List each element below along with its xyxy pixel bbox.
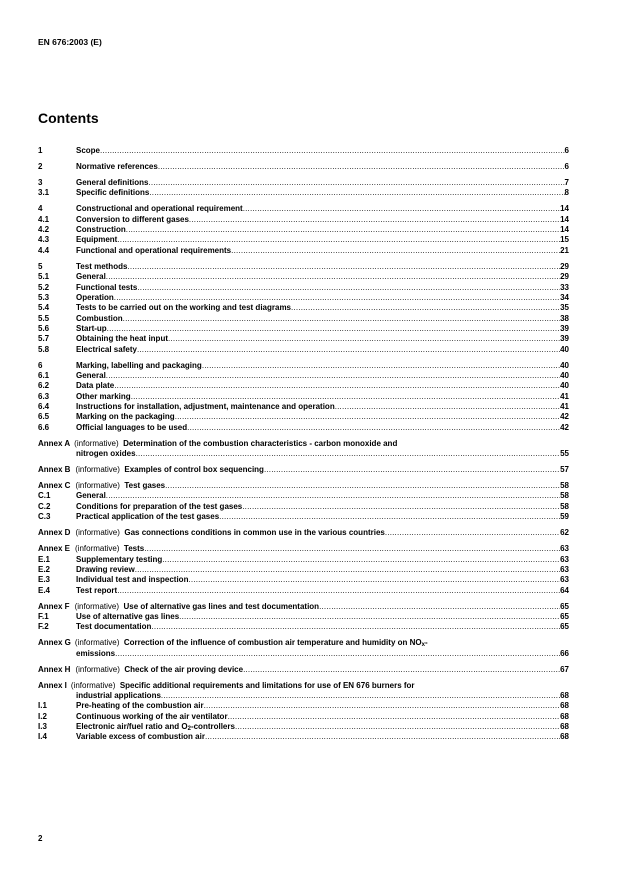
toc-entry-title-part: Electronic air/fuel ratio and O: [76, 722, 188, 732]
toc-entry-title: Combustion: [76, 313, 123, 323]
toc-page-number: 40: [560, 381, 569, 391]
toc-entry-number: 6.3: [38, 391, 50, 401]
leader-dots: [106, 371, 560, 381]
leader-dots: [228, 712, 561, 722]
toc-entry[interactable]: [38, 732, 569, 742]
annex-informative: (informative): [74, 638, 120, 648]
toc-entry-title: Marking on the packaging: [76, 412, 175, 422]
toc-entry[interactable]: [38, 491, 569, 501]
toc-entry-number: 6: [38, 360, 43, 370]
toc-entry-number: 5.1: [38, 272, 50, 282]
toc-entry[interactable]: [38, 293, 569, 303]
toc-entry-number: I.2: [38, 711, 47, 721]
toc-page-number: 15: [560, 235, 569, 245]
toc-entry[interactable]: [38, 722, 569, 732]
annex-title-line1: Determination of the combustion characteristics - carbon monoxide and: [123, 438, 398, 448]
page-title: Contents: [38, 110, 99, 126]
toc-page-number: 7: [564, 178, 569, 188]
toc-entry-body: [76, 178, 569, 188]
toc-entry-number: 2: [38, 162, 43, 172]
toc-entry-title: General: [76, 491, 106, 501]
toc-entry-title: [76, 722, 235, 732]
toc-entry-title: Specific definitions: [76, 188, 150, 198]
toc-annex-e[interactable]: [38, 544, 569, 554]
toc-entry-title: Check of the air proving device: [124, 664, 244, 674]
toc-page-number: 35: [560, 303, 569, 313]
leader-dots: [137, 283, 560, 293]
subscript-x: x: [421, 642, 425, 649]
annex-key: Annex F: [38, 601, 70, 611]
toc-entry-title: Use of alternative gas lines: [76, 611, 180, 621]
toc-annex-g[interactable]: [38, 638, 569, 659]
annex-key: Annex E: [38, 544, 71, 554]
toc-page-number: 65: [560, 611, 569, 621]
toc-page-number: 65: [560, 601, 569, 611]
toc-entry[interactable]: [38, 622, 569, 632]
toc-entry-body: [76, 225, 569, 235]
toc-entry-title: Obtaining the heat input: [76, 334, 168, 344]
toc-entry-title: Tests to be carried out on the working and test diagrams: [76, 303, 291, 313]
toc-entry-title-part: -controllers: [190, 722, 235, 732]
leader-dots: [151, 622, 560, 632]
leader-dots: [123, 314, 560, 324]
toc-page-number: 29: [560, 272, 569, 282]
toc-entry[interactable]: [38, 334, 569, 344]
toc-entry-body: [76, 188, 569, 198]
toc-entry-number: 5.4: [38, 303, 50, 313]
toc-entry[interactable]: [38, 512, 569, 522]
toc-entry-number: I.1: [38, 701, 47, 711]
toc-page-number: 63: [560, 575, 569, 585]
toc-entry-title: Constructional and operational requirement: [76, 204, 243, 214]
toc-entry-title: Operation: [76, 292, 114, 302]
leader-dots: [161, 691, 560, 701]
toc-entry-number: 4.4: [38, 245, 50, 255]
toc-page-number: 66: [560, 648, 569, 658]
toc-entry[interactable]: [38, 188, 569, 198]
toc-page-number: 55: [560, 449, 569, 459]
toc-page-number: 6: [564, 162, 569, 172]
toc-annex-f[interactable]: [38, 602, 569, 612]
leader-dots: [135, 565, 560, 575]
toc-entry[interactable]: [38, 345, 569, 355]
toc-entry-title: Electrical safety: [76, 344, 137, 354]
toc-entry-body: [76, 146, 569, 156]
leader-dots: [136, 449, 561, 459]
toc-page-number: 58: [560, 491, 569, 501]
toc-entry-title: Test documentation: [76, 622, 152, 632]
leader-dots: [243, 204, 560, 214]
leader-dots: [115, 649, 560, 659]
leader-dots: [205, 732, 560, 742]
toc-entry-number: I.4: [38, 732, 47, 742]
toc-entry-title: Test gases: [124, 481, 166, 491]
toc-entry[interactable]: [38, 712, 569, 722]
toc-entry-number: F.1: [38, 611, 49, 621]
toc-page-number: 59: [560, 512, 569, 522]
toc-entry[interactable]: [38, 272, 569, 282]
toc-annex-d[interactable]: [38, 528, 569, 538]
toc-page-number: 63: [560, 564, 569, 574]
toc-entry-body: [76, 701, 569, 711]
leader-dots: [179, 612, 560, 622]
toc-entry[interactable]: [38, 262, 569, 272]
toc-entry-body: [76, 586, 569, 596]
annex-informative: (informative): [75, 544, 120, 554]
toc-entry-number: 4.3: [38, 235, 50, 245]
leader-dots: [162, 555, 560, 565]
toc-page-number: 65: [560, 622, 569, 632]
annex-title-line2: nitrogen oxides: [76, 449, 136, 459]
annex-key: Annex I: [38, 680, 67, 690]
annex-title-line2: emissions: [76, 648, 116, 658]
leader-dots: [126, 225, 560, 235]
toc-page-number: 41: [560, 391, 569, 401]
toc-entry-body: [76, 402, 569, 412]
leader-dots: [100, 146, 565, 156]
leader-dots: [187, 423, 560, 433]
toc-entry-number: I.3: [38, 722, 47, 732]
toc-entry-body: [76, 314, 569, 324]
toc-entry[interactable]: [38, 392, 569, 402]
annex-key: Annex D: [38, 528, 71, 538]
toc-entry-number: 5.7: [38, 334, 50, 344]
toc-entry-number: 6.2: [38, 381, 50, 391]
toc-entry-body: [76, 324, 569, 334]
toc-entry-title: General: [76, 370, 106, 380]
toc-entry[interactable]: [38, 423, 569, 433]
toc-entry-title: Supplementary testing: [76, 554, 163, 564]
toc-entry-number: 4.2: [38, 225, 50, 235]
toc-page-number: 40: [560, 344, 569, 354]
toc-page-number: 14: [560, 214, 569, 224]
toc-annex-c[interactable]: [38, 481, 569, 491]
leader-dots: [291, 303, 560, 313]
toc-entry[interactable]: [38, 178, 569, 188]
toc-entry-body: [76, 371, 569, 381]
toc-entry-title: Tests: [123, 544, 145, 554]
toc-entry-body: [76, 622, 569, 632]
toc-entry-title: Variable excess of combustion air: [76, 732, 205, 742]
toc-page-number: 29: [560, 261, 569, 271]
leader-dots: [219, 512, 560, 522]
toc-entry-number: C.2: [38, 501, 51, 511]
toc-entry-number: 1: [38, 146, 43, 155]
toc-entry[interactable]: [38, 225, 569, 235]
toc-entry-body: [76, 303, 569, 313]
leader-dots: [114, 293, 560, 303]
toc-entry[interactable]: [38, 283, 569, 293]
toc-annex-e-items: [38, 555, 569, 596]
leader-dots: [319, 602, 560, 612]
annex-key: Annex B: [38, 465, 71, 475]
toc-entry-body: [76, 612, 569, 622]
toc-page-number: 34: [560, 292, 569, 302]
subscript: 2: [187, 726, 191, 733]
toc-annex-i-items: [38, 701, 569, 742]
toc-annex-c-items: [38, 491, 569, 522]
toc-entry-body: [76, 412, 569, 422]
toc-page-number: 40: [560, 360, 569, 370]
toc-page-number: 39: [560, 334, 569, 344]
toc-entry-title: Official languages to be used: [76, 422, 188, 432]
toc-entry[interactable]: [38, 246, 569, 256]
toc-entry[interactable]: [38, 612, 569, 622]
toc-page-number: 68: [560, 722, 569, 732]
toc-entry-body: [76, 262, 569, 272]
annex-informative: (informative): [74, 438, 119, 448]
toc-entry-title: Use of alternative gas lines and test documentation: [123, 601, 320, 611]
toc-entry-body: [76, 162, 569, 172]
toc-entry[interactable]: [38, 402, 569, 412]
toc-annex-f-items: [38, 612, 569, 633]
toc-entry-title: Data plate: [76, 381, 115, 391]
annex-informative: (informative): [75, 465, 120, 475]
toc-entry-title: Start-up: [76, 323, 107, 333]
toc-entry-number: C.3: [38, 512, 51, 522]
toc-entry[interactable]: [38, 371, 569, 381]
annex-title-line1-suffix: -: [424, 638, 428, 648]
toc-entry-body: [76, 392, 569, 402]
leader-dots: [148, 178, 564, 188]
toc-page-number: 57: [560, 465, 569, 475]
toc-entry-number: 5.5: [38, 313, 50, 323]
toc-entry-number: 6.6: [38, 422, 50, 432]
table-of-contents: [38, 146, 569, 743]
toc-entry-body: [76, 555, 569, 565]
toc-entry-number: 5.3: [38, 292, 50, 302]
toc-entry-number: E.1: [38, 554, 51, 564]
toc-entry-number: 4.1: [38, 214, 50, 224]
leader-dots: [175, 412, 560, 422]
toc-entry[interactable]: [38, 215, 569, 225]
toc-page-number: 58: [560, 501, 569, 511]
toc-entry[interactable]: [38, 204, 569, 214]
toc-entry-body: [76, 361, 569, 371]
annex-title-line1: Specific additional requirements and limitations for use of EN 676 burners for: [119, 680, 415, 690]
annex-informative: (informative): [75, 664, 120, 674]
toc-entry-title: Pre-heating of the combustion air: [76, 701, 204, 711]
leader-dots: [114, 381, 560, 391]
toc-page-number: 68: [560, 701, 569, 711]
toc-annex-a[interactable]: [38, 439, 569, 460]
leader-dots: [231, 246, 560, 256]
toc-page-number: 42: [560, 412, 569, 422]
toc-entry-number: 6.4: [38, 402, 50, 411]
leader-dots: [158, 162, 565, 172]
toc-entry-body: [76, 512, 569, 522]
toc-entry-body: [76, 722, 569, 732]
toc-page-number: 63: [560, 554, 569, 564]
toc-entry-title: Test methods: [76, 261, 128, 271]
document-header: EN 676:2003 (E): [38, 37, 102, 47]
toc-page-number: 58: [560, 481, 569, 491]
toc-entry[interactable]: [38, 162, 569, 172]
toc-page-number: 41: [560, 402, 569, 411]
leader-dots: [242, 502, 560, 512]
toc-entry-number: 3: [38, 178, 43, 188]
leader-dots: [243, 665, 560, 675]
toc-entry-body: [76, 502, 569, 512]
toc-entry-title: Functional and operational requirements: [76, 245, 232, 255]
annex-title-line2: industrial applications: [76, 691, 161, 701]
toc-page-number: 39: [560, 323, 569, 333]
toc-entry-number: E.2: [38, 564, 51, 574]
toc-page-number: 8: [564, 188, 569, 198]
toc-entry-number: F.2: [38, 622, 49, 632]
toc-entry-body: [76, 272, 569, 282]
annex-key: Annex C: [38, 481, 71, 491]
toc-annex-b[interactable]: [38, 465, 569, 475]
toc-annex-h[interactable]: [38, 665, 569, 675]
toc-entry-number: 5.2: [38, 282, 50, 292]
toc-entry-body: [76, 334, 569, 344]
toc-page-number: 38: [560, 313, 569, 323]
toc-entry-title: Conditions for preparation of the test gases: [76, 501, 243, 511]
toc-page-number: 68: [560, 732, 569, 742]
leader-dots: [385, 528, 560, 538]
toc-entry-title: Examples of control box sequencing: [124, 465, 264, 475]
leader-dots: [202, 361, 560, 371]
annex-key: Annex H: [38, 664, 71, 674]
toc-entry-body: [76, 204, 569, 214]
toc-entry[interactable]: [38, 412, 569, 422]
toc-entry-title: Scope: [76, 146, 101, 155]
toc-entry-title: Individual test and inspection: [76, 575, 189, 585]
toc-entry-number: 5: [38, 261, 43, 271]
toc-page-number: 68: [560, 711, 569, 721]
toc-annex-i[interactable]: [38, 681, 569, 702]
toc-entry-number: 6.5: [38, 412, 50, 422]
toc-entry-title: Normative references: [76, 162, 158, 172]
toc-entry[interactable]: [38, 701, 569, 711]
toc-entry-body: [76, 381, 569, 391]
toc-entry[interactable]: [38, 324, 569, 334]
toc-entry[interactable]: [38, 314, 569, 324]
leader-dots: [127, 262, 560, 272]
toc-entry-title: Equipment: [76, 235, 118, 245]
leader-dots: [335, 402, 560, 412]
toc-page-number: 67: [560, 664, 569, 674]
toc-entry-title: Drawing review: [76, 564, 135, 574]
leader-dots: [117, 586, 560, 596]
toc-entry-number: 4: [38, 204, 43, 214]
leader-dots: [204, 701, 561, 711]
toc-entry-body: [76, 235, 569, 245]
toc-entry-title: Marking, labelling and packaging: [76, 360, 202, 370]
toc-entry[interactable]: [38, 235, 569, 245]
toc-page-number: 64: [560, 585, 569, 595]
toc-entry-number: 5.8: [38, 344, 50, 354]
toc-entry-body: [76, 283, 569, 293]
toc-entry-title: Gas connections conditions in common use in the various countries: [124, 528, 385, 538]
toc-entry-title: General definitions: [76, 178, 149, 188]
page-number: 2: [38, 834, 43, 843]
toc-entry-title: Functional tests: [76, 282, 138, 292]
toc-entry-title: Construction: [76, 225, 126, 235]
toc-page-number: 21: [560, 245, 569, 255]
toc-page-number: 33: [560, 282, 569, 292]
toc-entry-title: General: [76, 272, 106, 282]
annex-title-line1: Correction of the influence of combustion air temperature and humidity on NO: [123, 638, 422, 648]
toc-entry[interactable]: [38, 575, 569, 585]
toc-page-number: 40: [560, 370, 569, 380]
leader-dots: [144, 544, 560, 554]
toc-page-number: 68: [560, 691, 569, 701]
toc-page-number: 14: [560, 225, 569, 235]
annex-informative: (informative): [70, 680, 116, 690]
toc-page-number: 42: [560, 422, 569, 432]
toc-entry-body: [76, 215, 569, 225]
toc-entry[interactable]: [38, 586, 569, 596]
toc-entry-number: 3.1: [38, 188, 50, 198]
toc-main-entries: [38, 146, 569, 433]
toc-entry[interactable]: [38, 361, 569, 371]
toc-entry-title: Continuous working of the air ventilator: [76, 711, 228, 721]
toc-entry-body: [76, 491, 569, 501]
toc-entry-body: [76, 712, 569, 722]
toc-entry-number: 5.6: [38, 323, 50, 333]
toc-entry[interactable]: [38, 303, 569, 313]
annex-key: Annex G: [38, 638, 71, 648]
toc-entry-number: E.3: [38, 575, 51, 585]
toc-entry-body: [76, 565, 569, 575]
toc-entry-body: [76, 293, 569, 303]
toc-entry-body: [76, 345, 569, 355]
toc-entry[interactable]: [38, 502, 569, 512]
annex-informative: (informative): [75, 481, 120, 491]
leader-dots: [235, 722, 560, 732]
leader-dots: [149, 188, 564, 198]
toc-page-number: 63: [560, 544, 569, 554]
toc-entry-title: Instructions for installation, adjustment, maintenance and operation: [76, 402, 335, 411]
toc-entry-body: [76, 246, 569, 256]
toc-page-number: 62: [560, 528, 569, 538]
leader-dots: [117, 235, 560, 245]
leader-dots: [137, 345, 560, 355]
toc-page-number: 6: [564, 146, 569, 155]
annex-informative: (informative): [75, 528, 120, 538]
leader-dots: [188, 575, 560, 585]
toc-entry[interactable]: [38, 555, 569, 565]
toc-entry-body: [76, 732, 569, 742]
toc-entry[interactable]: [38, 565, 569, 575]
leader-dots: [165, 481, 560, 491]
toc-entry-title: Practical application of the test gases: [76, 512, 220, 522]
leader-dots: [106, 272, 560, 282]
toc-entry-title: Test report: [76, 585, 118, 595]
toc-entry-body: [76, 575, 569, 585]
toc-entry-body: [76, 423, 569, 433]
leader-dots: [106, 491, 560, 501]
toc-entry[interactable]: [38, 146, 569, 156]
annex-key: Annex A: [38, 438, 71, 448]
toc-entry-number: C.1: [38, 491, 51, 501]
leader-dots: [264, 465, 560, 475]
toc-entry-title: Conversion to different gases: [76, 214, 189, 224]
leader-dots: [131, 392, 560, 402]
annex-informative: (informative): [74, 601, 120, 611]
toc-entry[interactable]: [38, 381, 569, 391]
toc-entry-title: Other marking: [76, 391, 131, 401]
leader-dots: [168, 334, 560, 344]
leader-dots: [189, 215, 560, 225]
leader-dots: [107, 324, 560, 334]
toc-page-number: 14: [560, 204, 569, 214]
toc-entry-number: E.4: [38, 585, 51, 595]
toc-entry-number: 6.1: [38, 370, 50, 380]
